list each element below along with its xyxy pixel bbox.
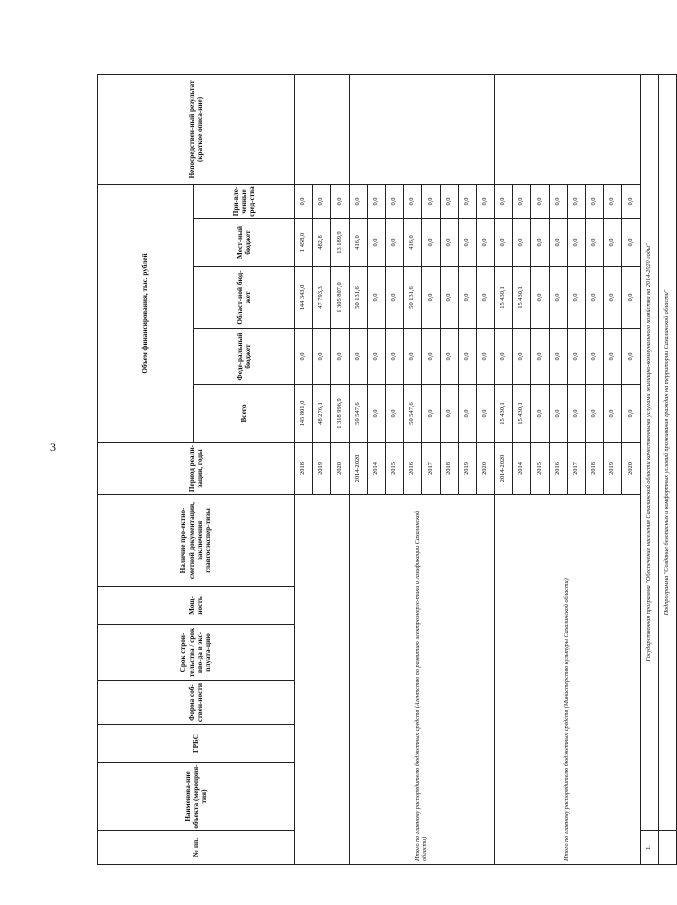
local-cell: 482,8 [313,219,331,267]
year-cell: 2019 [313,443,331,495]
local-cell: 416,0 [404,219,422,267]
header-ownership: Форма соб-ствен-ности [98,681,295,725]
regional-cell: 0,0 [549,267,567,329]
total-cell: 50 547,6 [349,385,367,443]
local-cell: 0,0 [622,219,640,267]
attracted-cell: 0,0 [313,184,331,218]
regional-cell: 0,0 [476,267,494,329]
year-cell: 2018 [586,443,604,495]
attracted-cell: 0,0 [549,184,567,218]
total-cell: 15 430,1 [513,385,531,443]
year-cell: 2019 [604,443,622,495]
year-cell: 2015 [531,443,549,495]
local-cell: 13 189,9 [331,219,349,267]
local-cell: 0,0 [567,219,585,267]
total-cell: 0,0 [367,385,385,443]
federal-cell: 0,0 [404,329,422,385]
attracted-cell: 0,0 [495,184,513,218]
federal-cell: 0,0 [531,329,549,385]
federal-cell: 0,0 [349,329,367,385]
total-cell: 0,0 [567,385,585,443]
header-grbs: ГРБС [98,725,295,763]
total-cell: 0,0 [549,385,567,443]
empty-cell [295,495,350,865]
local-cell: 0,0 [513,219,531,267]
header-total: Всего [194,385,295,443]
regional-cell: 0,0 [440,267,458,329]
program-title: Государственная программа "Обеспечение населения Сахалинской области качественными услугами жилищно-коммунального хозяйства на 2014-2020 годы" [640,74,658,830]
result-cell [495,74,641,184]
year-cell: 2016 [404,443,422,495]
attracted-cell: 0,0 [349,184,367,218]
total-cell: 0,0 [604,385,622,443]
attracted-cell: 0,0 [458,184,476,218]
attracted-cell: 0,0 [622,184,640,218]
year-cell: 2020 [476,443,494,495]
federal-cell: 0,0 [331,329,349,385]
total-cell: 0,0 [531,385,549,443]
year-cell: 2020 [622,443,640,495]
header-capacity: Мощ-ность [98,587,295,625]
attracted-cell: 0,0 [422,184,440,218]
year-cell: 2015 [385,443,403,495]
total-cell: 48 276,1 [313,385,331,443]
local-cell: 0,0 [476,219,494,267]
header-period: Период реали-зации, годы [98,443,295,495]
federal-cell: 0,0 [422,329,440,385]
regional-cell: 47 793,3 [313,267,331,329]
header-name: Наименова-ние объекта (мероприя-тия) [98,763,295,831]
local-cell: 0,0 [586,219,604,267]
header-num: № пп. [98,831,295,865]
federal-cell: 0,0 [476,329,494,385]
year-cell: 2014 [513,443,531,495]
regional-cell: 144 343,0 [295,267,313,329]
year-cell: 2018 [295,443,313,495]
total-cell: 0,0 [476,385,494,443]
header-docs: Наличие про-ектно-сметной документации, заключения главгосэкспер-тизы [98,495,295,587]
table-row [295,74,313,864]
attracted-cell: 0,0 [476,184,494,218]
local-cell: 0,0 [385,219,403,267]
header-term: Срок строи-тельства / срок вво-да в экс-плуата-цию [98,625,295,681]
total-cell: 0,0 [586,385,604,443]
regional-cell: 0,0 [531,267,549,329]
funding-table-sheet [97,75,671,865]
regional-cell: 15 430,1 [513,267,531,329]
local-cell: 1 458,0 [295,219,313,267]
header-federal: Феде-ральный бюджет [194,329,295,385]
funding-table [97,74,677,865]
local-cell: 0,0 [458,219,476,267]
regional-cell: 15 430,1 [495,267,513,329]
subprogram-num [658,831,676,865]
federal-cell: 0,0 [495,329,513,385]
subprogram-title: Подпрограмма "Создание безопасных и комфортных условий проживания граждан на территории Сахалинской области" [658,74,676,830]
local-cell: 0,0 [549,219,567,267]
attracted-cell: 0,0 [385,184,403,218]
regional-cell: 0,0 [622,267,640,329]
regional-cell: 0,0 [385,267,403,329]
regional-cell: 50 131,6 [349,267,367,329]
table-row [495,74,513,864]
attracted-cell: 0,0 [586,184,604,218]
total-cell: 1 318 996,9 [331,385,349,443]
regional-cell: 50 131,6 [404,267,422,329]
attracted-cell: 0,0 [567,184,585,218]
program-num: 1. [640,831,658,865]
year-cell: 2014-2020 [495,443,513,495]
year-cell: 2017 [422,443,440,495]
result-cell [295,74,350,184]
local-cell: 0,0 [604,219,622,267]
federal-cell: 0,0 [367,329,385,385]
attracted-cell: 0,0 [531,184,549,218]
federal-cell: 0,0 [385,329,403,385]
federal-cell: 0,0 [586,329,604,385]
total-cell: 145 801,0 [295,385,313,443]
federal-cell: 0,0 [458,329,476,385]
regional-cell: 0,0 [458,267,476,329]
attracted-cell: 0,0 [513,184,531,218]
total-cell: 0,0 [385,385,403,443]
attracted-cell: 0,0 [295,184,313,218]
year-cell: 2016 [549,443,567,495]
local-cell: 0,0 [367,219,385,267]
local-cell: 0,0 [495,219,513,267]
regional-cell: 0,0 [422,267,440,329]
federal-cell: 0,0 [313,329,331,385]
regional-cell: 0,0 [367,267,385,329]
year-cell: 2018 [440,443,458,495]
federal-cell: 0,0 [549,329,567,385]
regional-cell: 0,0 [604,267,622,329]
total-cell: 0,0 [622,385,640,443]
federal-cell: 0,0 [604,329,622,385]
attracted-cell: 0,0 [404,184,422,218]
regional-cell: 1 305 807,0 [331,267,349,329]
federal-cell: 0,0 [295,329,313,385]
local-cell: 416,0 [349,219,367,267]
header-result: Непосредствен-ный результат (краткое описа-ние) [98,74,295,184]
page-number: 3 [50,440,56,454]
federal-cell: 0,0 [567,329,585,385]
total-cell: 15 430,1 [495,385,513,443]
federal-cell: 0,0 [440,329,458,385]
local-cell: 0,0 [440,219,458,267]
total-cell: 50 547,6 [404,385,422,443]
header-regional: Област-ной бюд-жет [194,267,295,329]
attracted-cell: 0,0 [604,184,622,218]
program-row [640,74,658,864]
year-cell: 2019 [458,443,476,495]
attracted-cell: 0,0 [331,184,349,218]
federal-cell: 0,0 [513,329,531,385]
regional-cell: 0,0 [586,267,604,329]
year-cell: 2017 [567,443,585,495]
subprogram-row [658,74,676,864]
federal-cell: 0,0 [622,329,640,385]
attracted-cell: 0,0 [367,184,385,218]
attracted-cell: 0,0 [440,184,458,218]
header-local: Мест-ный бюджет [194,219,295,267]
total-cell: 0,0 [440,385,458,443]
year-cell: 2020 [331,443,349,495]
header-attracted: При-вле-ченные сред-ства [194,184,295,218]
header-funding: Объем финансирования, тыс. рублей [98,184,194,442]
year-cell: 2014-2020 [349,443,367,495]
table-row [349,74,367,864]
regional-cell: 0,0 [567,267,585,329]
result-cell [349,74,495,184]
total-cell: 0,0 [458,385,476,443]
year-cell: 2014 [367,443,385,495]
group-label: Итого по главному распорядителю бюджетных средств (Министерство культуры Сахалинской области) [495,495,641,865]
total-cell: 0,0 [422,385,440,443]
local-cell: 0,0 [531,219,549,267]
local-cell: 0,0 [422,219,440,267]
group-label: Итого по главному распорядителю бюджетных средств (Агентство по развитию электроэнерге-тики и газификации Сахалинской области) [349,495,495,865]
